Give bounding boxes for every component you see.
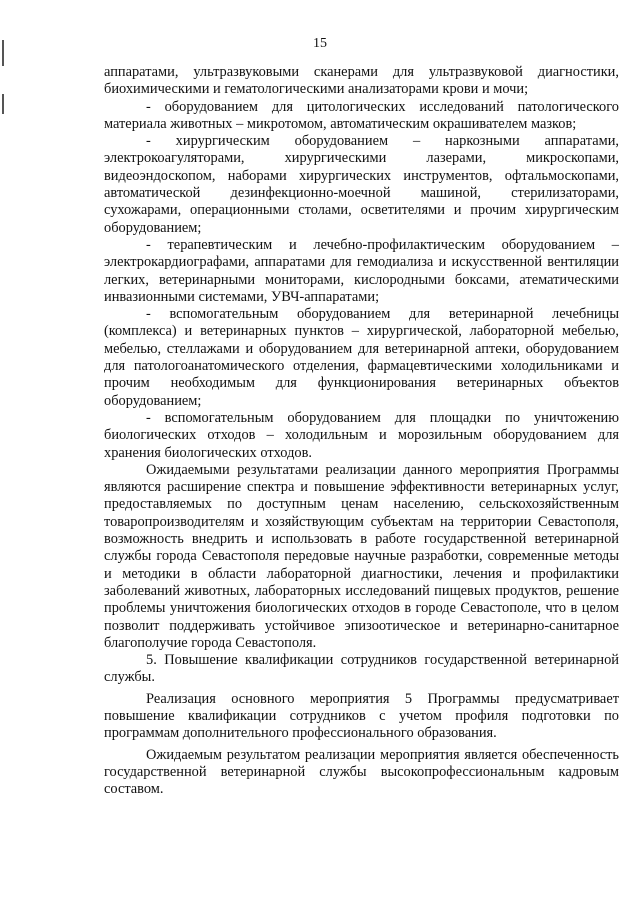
list-item-therapeutic: - терапевтическим и лечебно-профилактическим оборудованием – электрокардиографами, аппаратами для гемодиализа и искусственной вентиляции легких, ветеринарными мониторами, кислородными боксами, атематическими инвазионными системами, УВЧ-аппаратами; [104,236,619,305]
list-item-auxiliary: - вспомогательным оборудованием для ветеринарной лечебницы (комплекса) и ветеринарных пунктов – хирургической, лабораторной мебелью, мебелью, стеллажами и оборудованием для ветеринарной аптеки, оборудованием для патологоанатомического отделения, фармацевтическими холодильниками и прочим необходимым для функционирования ветеринарных объектов оборудованием; [104,306,619,409]
left-margin-mark [2,94,4,114]
paragraph-continuation: аппаратами, ультразвуковыми сканерами для ультразвуковой диагностики, биохимическими и гематологическими анализаторами крови и мочи; [104,64,619,98]
document-body [104,64,619,798]
section-heading-5: 5. Повышение квалификации сотрудников государственной ветеринарной службы. [104,652,619,686]
page-number: 15 [313,36,327,51]
paragraph-measure-5: Реализация основного мероприятия 5 Программы предусматривает повышение квалификации сотрудников с учетом профиля подготовки по программам дополнительного профессионального образования. [104,690,619,742]
list-item-cytology: - оборудованием для цитологических исследований патологического материала животных – микротомом, автоматическим окрашивателем мазков; [104,98,619,132]
list-item-waste-site: - вспомогательным оборудованием для площадки по уничтожению биологических отходов – холодильным и морозильным оборудованием для хранения биологических отходов. [104,409,619,461]
paragraph-expected-result-5: Ожидаемым результатом реализации мероприятия является обеспеченность государственной ветеринарной службы высокопрофессиональным кадровым составом. [104,746,619,798]
paragraph-expected-results: Ожидаемыми результатами реализации данного мероприятия Программы являются расширение спектра и повышение эффективности ветеринарных услуг, предоставляемых по доступным ценам населению, сельскохозяйственным товаропроизводителям и хозяйствующим субъектам на территории Севастополя, возможность внедрить и использовать в работе государственной ветеринарной службы города Севастополя передовые научные разработки, современные методы и методики в области лабораторной диагностики, лечения и профилактики заболеваний животных, лабораторных исследований пищевых продуктов, решение проблемы уничтожения биологических отходов в городе Севастополе, что в целом позволит поддерживать устойчивое эпизоотическое и ветеринарно-санитарное благополучие города Севастополя. [104,461,619,651]
list-item-surgical: - хирургическим оборудованием – наркозными аппаратами, электрокоагуляторами, хирургическими лазерами, микроскопами, видеоэндоскопом, наборами хирургических инструментов, офтальмоскопами, автоматической дезинфекционно-моечной машиной, стерилизаторами, сухожарами, операционными столами, осветителями и прочим хирургическим оборудованием; [104,133,619,236]
